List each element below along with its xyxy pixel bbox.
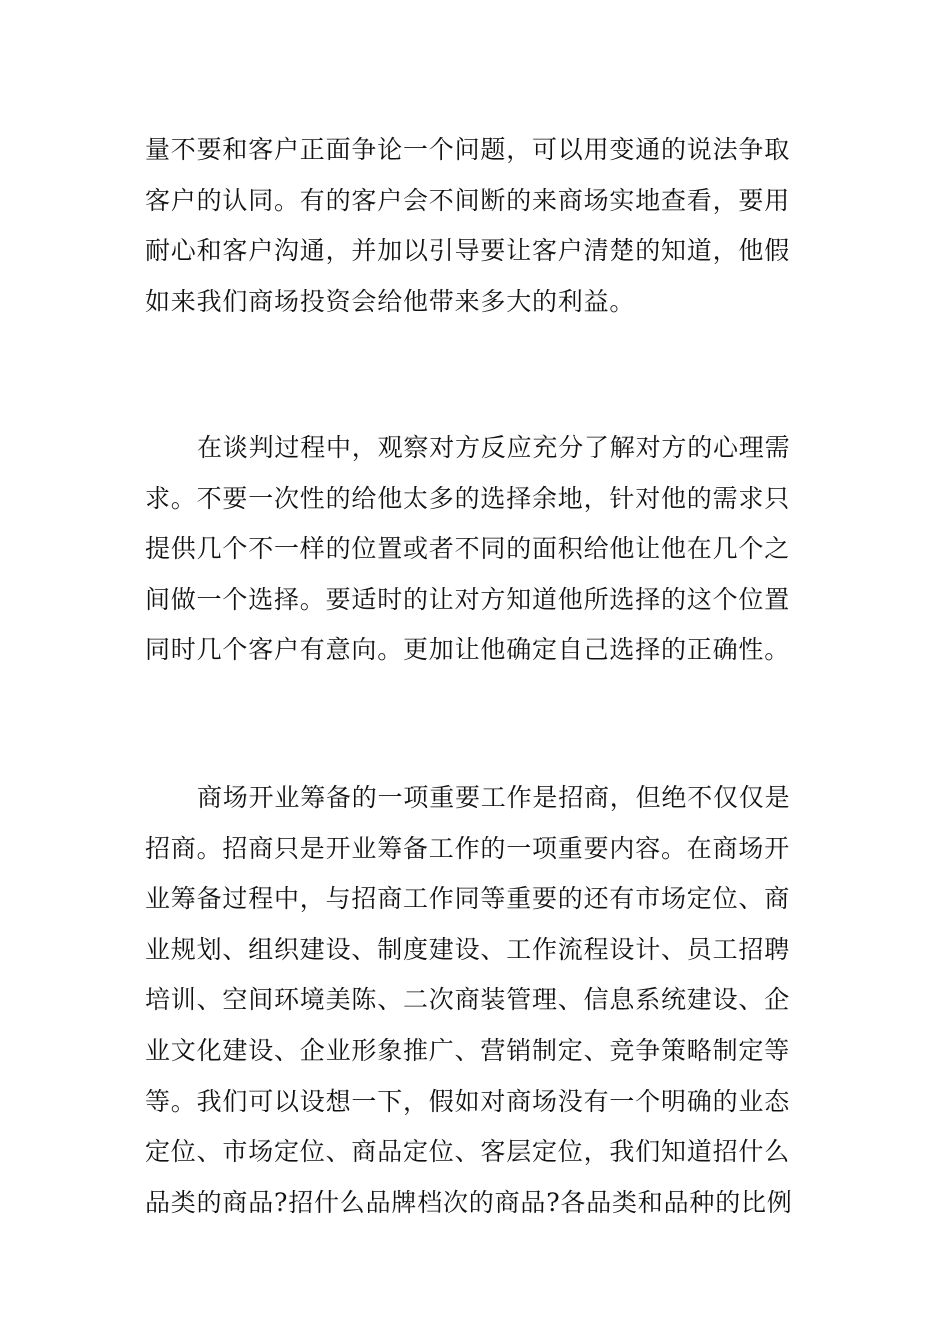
paragraph-opening-preparation	[145, 773, 810, 1228]
text-line: 培训、空间环境美陈、二次商装管理、信息系统建设、企	[145, 985, 791, 1015]
paragraph-customer-communication	[145, 125, 810, 327]
text-line: 耐心和客户沟通，并加以引导要让客户清楚的知道，他假	[145, 236, 791, 266]
text-line: 商场开业筹备的一项重要工作是招商，但绝不仅仅是	[197, 783, 791, 812]
paragraph-negotiation	[145, 423, 810, 676]
text-line: 招商。招商只是开业筹备工作的一项重要内容。在商场开	[145, 833, 791, 863]
text-line: 定位、市场定位、商品定位、客层定位，我们知道招什么	[145, 1137, 791, 1167]
text-line: 量不要和客户正面争论一个问题，可以用变通的说法争取	[145, 135, 791, 164]
text-line: 求。不要一次性的给他太多的选择余地，针对他的需求只	[145, 483, 791, 513]
text-line: 品类的商品?招什么品牌档次的商品?各品类和品种的比例	[145, 1187, 793, 1217]
text-line: 同时几个客户有意向。更加让他确定自己选择的正确性。	[145, 635, 791, 665]
text-line: 客户的认同。有的客户会不间断的来商场实地查看，要用	[145, 185, 791, 215]
text-line: 业规划、组织建设、制度建设、工作流程设计、员工招聘	[145, 934, 791, 964]
text-line: 间做一个选择。要适时的让对方知道他所选择的这个位置	[145, 584, 791, 614]
text-line: 如来我们商场投资会给他带来多大的利益。	[145, 286, 636, 316]
text-line: 在谈判过程中，观察对方反应充分了解对方的心理需	[197, 433, 791, 462]
text-line: 业筹备过程中，与招商工作同等重要的还有市场定位、商	[145, 884, 791, 914]
text-line: 提供几个不一样的位置或者不同的面积给他让他在几个之	[145, 534, 791, 564]
text-line: 业文化建设、企业形象推广、营销制定、竞争策略制定等	[145, 1035, 791, 1065]
text-line: 等。我们可以设想一下，假如对商场没有一个明确的业态	[145, 1086, 791, 1116]
